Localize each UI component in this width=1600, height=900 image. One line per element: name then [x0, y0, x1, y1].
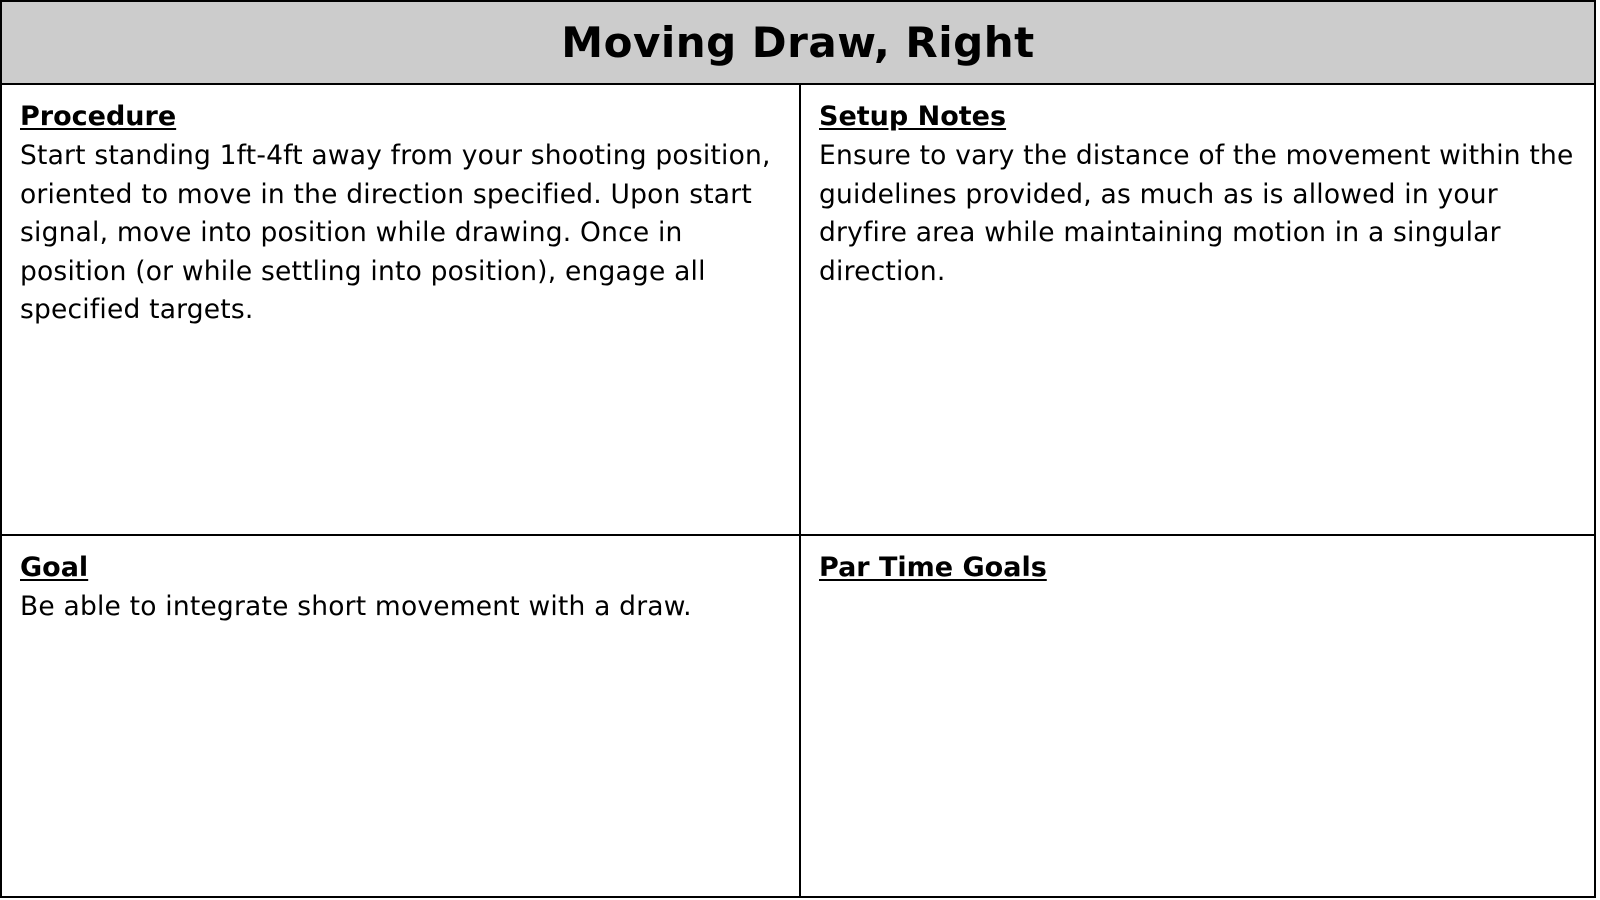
goal-text: Be able to integrate short movement with a draw.	[20, 591, 692, 622]
drill-title: Moving Draw, Right	[561, 18, 1035, 67]
setup-notes-text: Ensure to vary the distance of the movement within the guidelines provided, as much as is allowed in your dryfire area while maintaining motion in a singular direction.	[819, 140, 1574, 287]
goal-heading: Goal	[20, 552, 89, 583]
setup-notes-heading: Setup Notes	[819, 101, 1007, 132]
procedure-heading: Procedure	[20, 101, 177, 132]
procedure-text: Start standing 1ft-4ft away from your shooting position, oriented to move in the direction specified. Upon start signal, move into position while drawing. Once in position (or while settling into position), engage all specified targets.	[20, 140, 771, 325]
par-time-goals-section	[801, 536, 1594, 896]
goal-section	[2, 536, 801, 896]
setup-notes-section	[801, 85, 1594, 536]
par-time-goals-heading: Par Time Goals	[819, 552, 1047, 583]
procedure-section	[2, 85, 801, 536]
title-bar	[2, 2, 1594, 85]
